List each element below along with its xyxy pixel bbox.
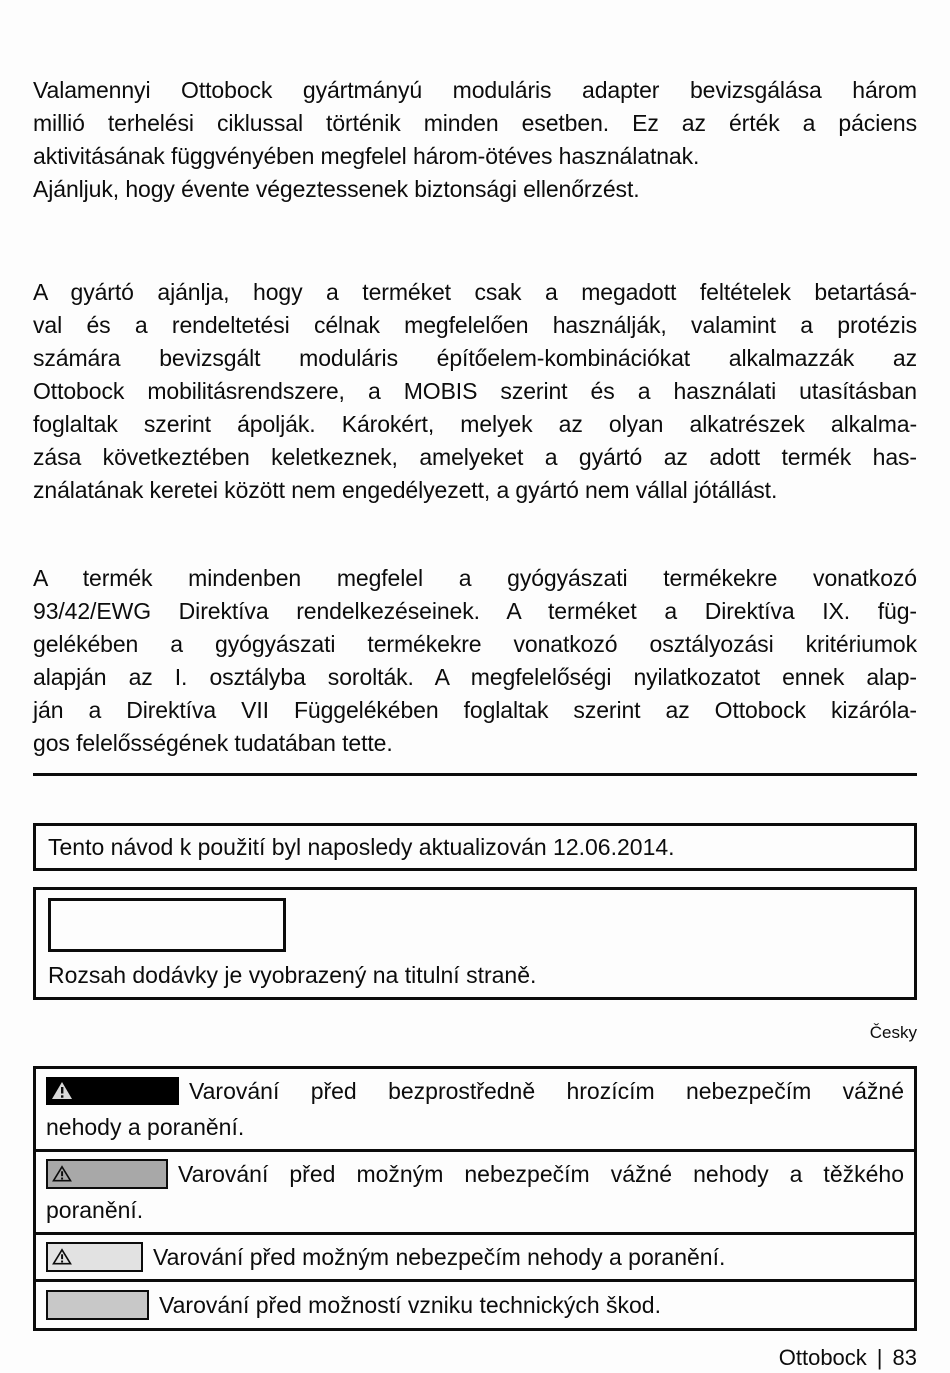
text-line: alapján az I. osztályba sorolták. A megfelelőségi nyilatkozatot ennek alap- — [33, 664, 917, 690]
paragraph-compliance-plain — [33, 727, 917, 760]
paragraph-testing-justified — [33, 74, 917, 140]
text-line: gelékében a gyógyászati termékekre vonatkozó osztályozási kritériumok — [33, 631, 917, 657]
warning-row-danger-line1-wrap — [46, 1073, 904, 1109]
content-area — [33, 74, 917, 1371]
warning-triangle-icon — [52, 1248, 72, 1265]
warning-text-danger-line1: Varování před bezprostředně hrozícím nebezpečím vážné — [189, 1078, 904, 1104]
delivery-scope-placeholder-box — [48, 898, 286, 952]
paragraph-warranty — [33, 276, 917, 507]
update-notice-text: Tento návod k použití byl naposledy aktualizován 12.06.2014. — [48, 833, 675, 860]
scope-notice-text: Rozsah dodávky je vyobrazený na titulní straně. — [48, 962, 537, 988]
text-line: millió terhelési ciklussal történik minden esetben. Ez az érték a páciens — [33, 110, 917, 136]
warning-text-warning-line1: Varování před možným nebezpečím vážné nehody a těžkého — [178, 1161, 904, 1187]
text-line: A gyártó ajánlja, hogy a terméket csak a megadott feltételek betartásá- — [33, 279, 917, 305]
warning-text-notice: Varování před možností vzniku technických škod. — [159, 1292, 661, 1318]
paragraph-testing-plain — [33, 140, 917, 206]
page-number: 83 — [892, 1345, 917, 1370]
paragraph-warranty-plain — [33, 474, 917, 507]
brand-name: Ottobock — [778, 1345, 867, 1370]
footer-separator: | — [876, 1345, 883, 1370]
warning-row-caution — [36, 1232, 914, 1279]
warning-text-danger-line2: nehody a poranění. — [46, 1114, 245, 1140]
warning-text-warning-line2: poranění. — [46, 1197, 144, 1223]
text-line: számára bevizsgált moduláris építőelem-kombinációkat alkalmazzák az — [33, 345, 917, 371]
text-line: gos felelősségének tudatában tette. — [33, 730, 393, 756]
signal-word-box-caution — [46, 1242, 143, 1272]
paragraph-compliance-justified — [33, 562, 917, 727]
warning-row-warning-line1-wrap — [46, 1156, 904, 1192]
text-line: Valamennyi Ottobock gyártmányú moduláris adapter bevizsgálása három — [33, 77, 917, 103]
warning-row-danger — [36, 1069, 914, 1149]
warning-triangle-icon — [51, 1081, 73, 1100]
warning-legend-table — [33, 1066, 917, 1331]
warning-text-caution: Varování před možným nebezpečím nehody a poranění. — [153, 1244, 726, 1270]
paragraph-compliance — [33, 562, 917, 760]
text-line: ználatának keretei között nem engedélyezett, a gyártó nem vállal jótállást. — [33, 477, 778, 503]
text-line: foglaltak szerint ápolják. Károkért, melyek az olyan alkatrészek alkalma- — [33, 411, 917, 437]
text-line: ján a Direktíva VII Függelékében foglaltak szerint az Ottobock kizáróla- — [33, 697, 917, 723]
text-line: Ajánljuk, hogy évente végeztessenek biztonsági ellenőrzést. — [33, 176, 640, 202]
text-line: aktivitásának függvényében megfelel három-ötéves használatnak. — [33, 143, 700, 169]
text-line: A termék mindenben megfelel a gyógyászati termékekre vonatkozó — [33, 565, 917, 591]
signal-word-box-notice — [46, 1290, 149, 1320]
paragraph-warranty-justified — [33, 276, 917, 474]
text-line: Ottobock mobilitásrendszere, a MOBIS szerint és a használati utasításban — [33, 378, 917, 404]
signal-word-box-danger — [46, 1077, 179, 1105]
warning-row-notice — [36, 1279, 914, 1328]
warning-row-caution-line-wrap — [46, 1239, 904, 1275]
warning-row-warning — [36, 1149, 914, 1232]
text-line: 93/42/EWG Direktíva rendelkezéseinek. A terméket a Direktíva IX. füg- — [33, 598, 917, 624]
text-line: val és a rendeltetési célnak megfelelően használják, valamint a protézis — [33, 312, 917, 338]
warning-row-notice-line-wrap — [46, 1287, 661, 1323]
scope-notice-box — [33, 887, 917, 1000]
page-footer — [33, 1345, 917, 1371]
text-line: zása következtében keletkeznek, amelyeket a gyártó az adott termék has- — [33, 444, 917, 470]
update-notice-box — [33, 823, 917, 871]
section-divider — [33, 773, 917, 776]
language-label: Česky — [869, 1023, 917, 1042]
warning-triangle-icon — [52, 1165, 72, 1182]
paragraph-testing — [33, 74, 917, 206]
signal-word-box-warning — [46, 1159, 168, 1189]
